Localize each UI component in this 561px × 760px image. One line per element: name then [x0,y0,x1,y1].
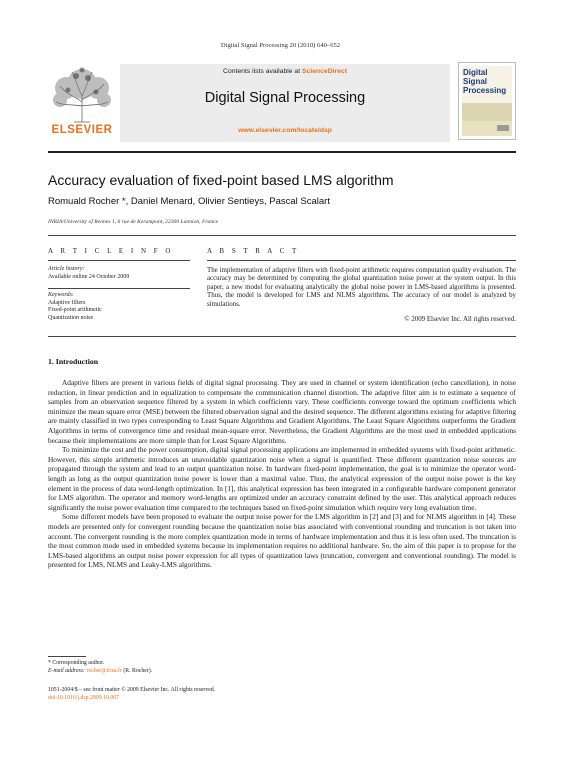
article-authors: Romuald Rocher *, Daniel Menard, Olivier Sentieys, Pascal Scalart [48,196,330,207]
email-note [48,668,348,676]
article-title: Accuracy evaluation of fixed-point based LMS algorithm [48,172,394,188]
keywords-label: Keywords: [48,292,74,298]
footnote-corresponding [48,660,348,675]
contents-prefix: Contents lists available at [223,68,302,75]
doi-link[interactable]: doi:10.1016/j.dsp.2009.10.007 [48,694,120,701]
abstract-bottom-rule [48,336,516,337]
issn-line: 1051-2004/$ – see front matter © 2009 Elsevier Inc. All rights reserved. [48,687,216,693]
abstract-copyright: © 2009 Elsevier Inc. All rights reserved. [404,316,516,323]
keyword-item: Quantization noise [48,314,94,321]
email-label: E-mail address: [48,667,87,674]
article-history [48,266,190,281]
abstract-text: The implementation of adaptive filters with fixed-point arithmetic requires computation quality evaluation. The accuracy may be determined by computing the global quantization noise power at the system output. In this paper, a new model for evaluating analytically the global noise power in LMS-based algorithms is presented. Thus, the model is developed for LMS and NLMS algorithms. The accuracy of our model is analyzed by simulations. [207,267,516,308]
corresponding-author-note: * Corresponding author. [48,660,105,666]
article-info-heading: A R T I C L E I N F O [48,247,174,255]
publisher-wordmark: ELSEVIER [51,124,113,136]
history-label: Article history: [48,266,85,272]
title-rule [48,235,516,236]
keywords-block [48,292,190,322]
email-link[interactable]: rocher@irisa.fr [86,667,122,674]
article-info-rule [48,260,190,261]
footnote-rule [48,656,86,657]
email-suffix: (R. Rocher). [121,667,153,674]
journal-url-link[interactable]: www.elsevier.com/locate/dsp [238,127,332,134]
author-affiliation: INRIA/University of Rennes 1, 6 rue de Kerampont, 22300 Lannion, France [48,219,219,225]
cover-title-line-2: Signal [463,77,488,86]
journal-name: Digital Signal Processing [204,90,366,106]
intro-body [48,378,516,570]
keyword-item: Adaptive filters [48,299,86,306]
contents-line [120,68,450,75]
cover-title [463,68,513,95]
cover-title-line-3: Processing [463,86,507,95]
keyword-item: Fixed-point arithmetic [48,307,102,313]
intro-paragraph-1: Adaptive filters are present in various fields of digital signal processing. They are used in channel or system identification (echo cancellation), in noise reduction, in linear prediction and in equalization to compensate the communication channel distortion. The adaptive filter aim is to estimate a sequence of samples from an observation sequence filtered by a system in which coefficients vary. These coefficients converge toward the optimum coefficients which minimize the mean square error (MSE) between the filtered observation signal and the desired sequence. The different algorithms existing for adaptive filtering are mainly classified in two types corresponding to Least Square Algorithms and Gradient Algorithms. The Least Square Algorithms outperforms the Gradient Algorithms in terms of convergence time and residual mean-square error. Nevertheless, the Gradient Algorithms are the most used in embedded applications because their implementations are more simple than for Least Square Algorithms. [48,378,516,445]
intro-heading: 1. Introduction [48,357,99,366]
sciencedirect-link[interactable]: ScienceDirect [302,68,347,75]
history-value: Available online 24 October 2009 [48,273,130,280]
cover-title-line-1: Digital [463,68,488,77]
intro-paragraph-3: Some different models have been proposed to evaluate the output noise power for the LMS algorithm in [2] and [3] and for NLMS algorithm in [4]. These models are presented only for convergent rounding because the quantization noise bias associated with conventional rounding and truncation is not taken into account. The convergent rounding is the more complex quantization mode in terms of hardware implementation and thus it is less often used. The truncation is the most common mode used in embedded systems because its implementation requires no additional hardware. So, the aim of this paper is to propose for the LMS-based algorithms an output noise power expression for all types of quantization laws (truncation, convergent and conventional rounding). The model is presented for LMS, NLMS and Leaky-LMS algorithms. [48,512,516,570]
abstract-heading: A B S T R A C T [207,247,300,255]
intro-paragraph-2: To minimize the cost and the power consumption, digital signal processing applications are implemented in embedded systems with fixed-point arithmetic. However, this simple arithmetic introduces an unavoidable quantization noise when a signal is quantified. These different quantization noise sources are propagated through the system and lead to an output quantization noise. In hardware fixed-point implementation, the goal is to minimize the operator word-length as long as the output quantization noise power is lower than a maximal value. Thus, the analytical expression of the output noise power is the key element in the process of data word-length optimization. In [1], this analytical expression has been integrated in a configurable hardware component generator for LMS algorithm. The operator and memory word-lengths are optimized under an accuracy constraint defined by the user. This analytical approach reduces significantly the noise power evaluation time compared to the techniques based on fixed-point simulation which require very long evaluation time. [48,445,516,512]
footnote-issn [48,687,348,702]
header-rule [48,151,516,153]
keywords-rule [48,288,190,289]
abstract-rule [207,260,516,261]
running-head: Digital Signal Processing 20 (2010) 640–652 [220,42,341,49]
